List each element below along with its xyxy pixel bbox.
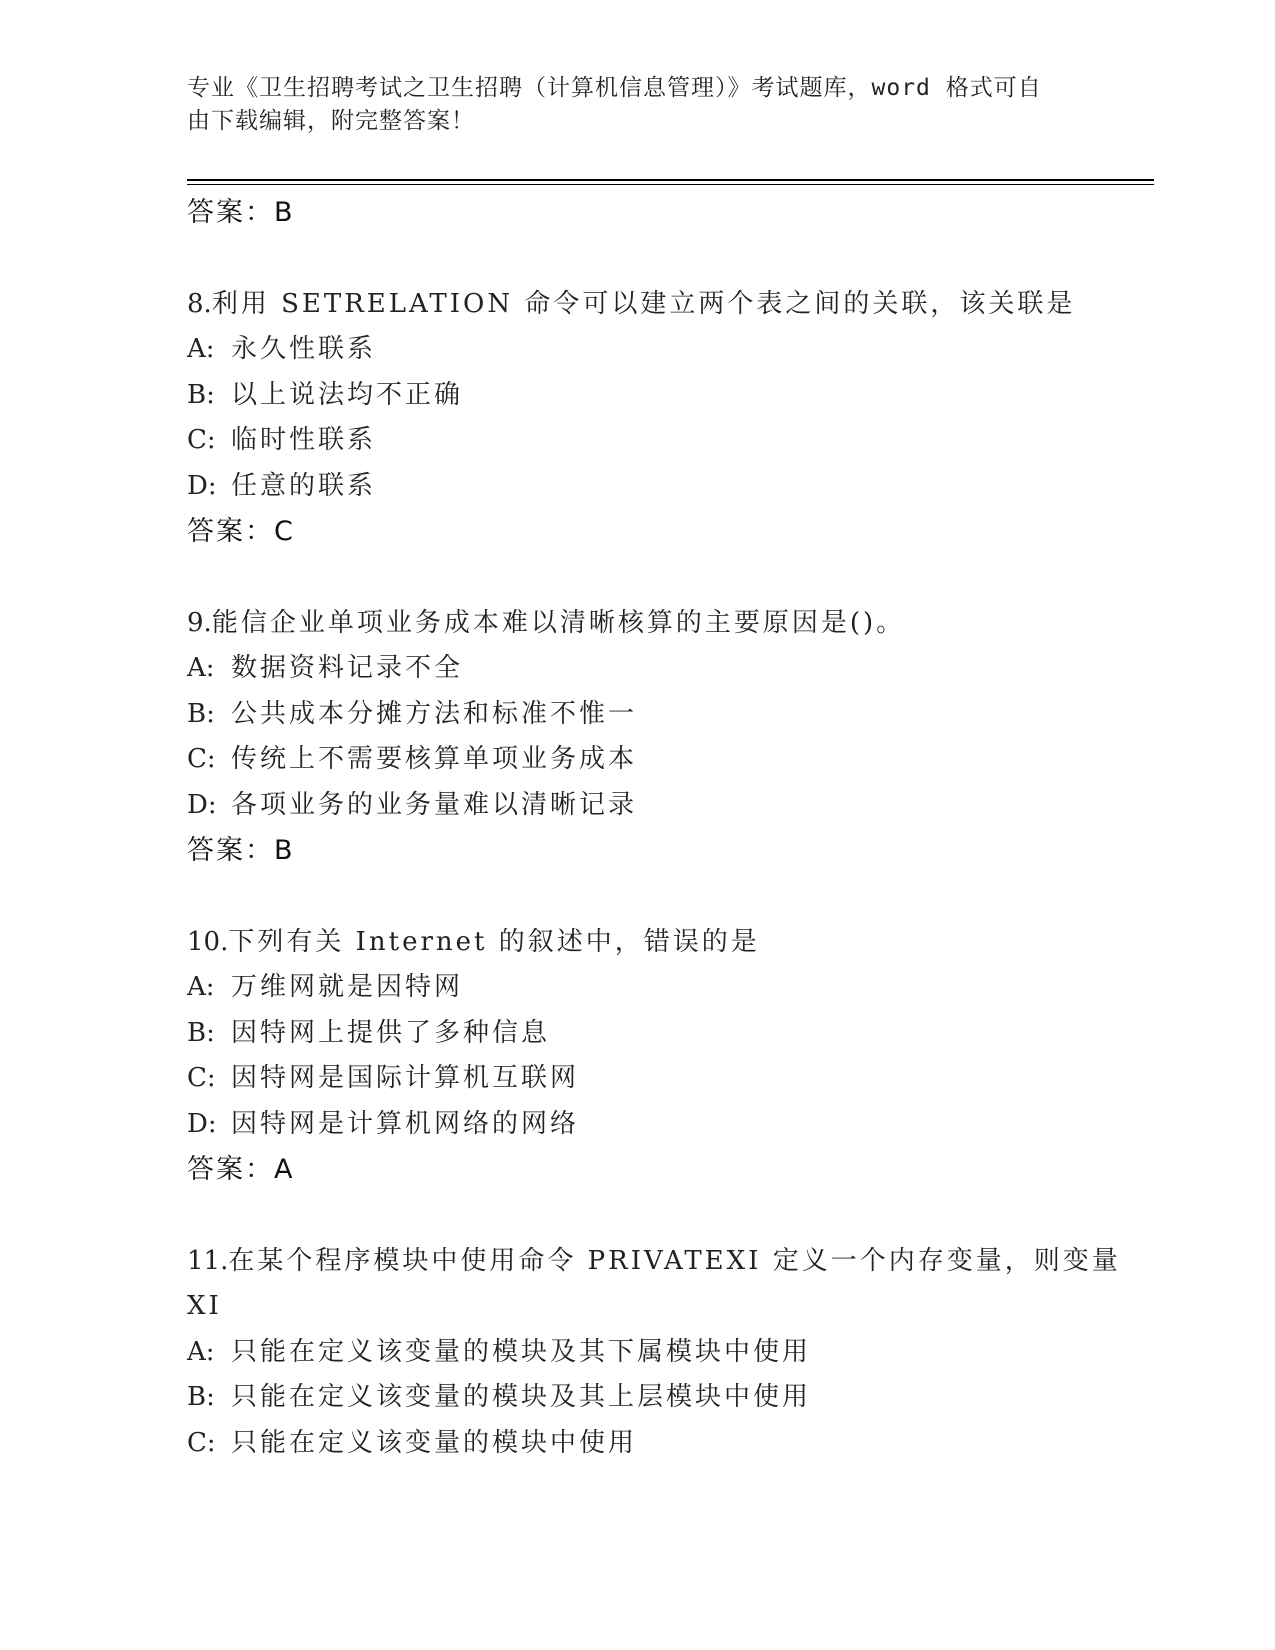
header-divider	[187, 179, 1154, 181]
option-b	[187, 692, 1087, 738]
spacer	[187, 874, 1087, 920]
question-text: 能信企业单项业务成本难以清晰核算的主要原因是()。	[211, 607, 906, 638]
option-c	[187, 1056, 1087, 1102]
option-text: 只能在定义该变量的模块及其下属模块中使用	[231, 1336, 812, 1367]
option-b	[187, 1011, 1087, 1057]
option-text: 临时性联系	[231, 425, 377, 455]
question-text: 下列有关 Internet 的叙述中，错误的是	[228, 926, 760, 957]
answer-line: 答案：B	[187, 835, 295, 866]
option-letter: C:	[187, 425, 216, 455]
question-text: 在某个程序模块中使用命令 PRIVATEXI 定义一个内存变量，则变量	[228, 1245, 1121, 1276]
question-list	[187, 190, 1121, 1466]
option-text: 因特网是计算机网络的网络	[231, 1108, 580, 1139]
question-8	[187, 282, 1087, 555]
option-letter: C:	[187, 744, 216, 774]
option-text: 公共成本分摊方法和标准不惟一	[231, 698, 638, 729]
answer-line: 答案：B	[187, 197, 295, 228]
answer-line: 答案：A	[187, 1154, 295, 1185]
option-letter: B:	[187, 1017, 215, 1048]
question-10	[187, 920, 1087, 1193]
spacer	[187, 1193, 1087, 1239]
question-11	[187, 1239, 1121, 1467]
option-a	[187, 646, 1087, 692]
option-letter: D:	[187, 1108, 217, 1139]
answer-line: 答案：C	[187, 516, 295, 547]
option-a	[187, 965, 1087, 1011]
option-a	[187, 327, 1087, 373]
question-stem-continued: XI	[187, 1291, 222, 1321]
option-text: 永久性联系	[231, 334, 377, 364]
option-letter: C:	[187, 1427, 216, 1458]
option-letter: A:	[187, 334, 215, 364]
header-line-1: 专业《卫生招聘考试之卫生招聘（计算机信息管理）》考试题库，word 格式可自	[187, 75, 1042, 101]
question-number: 10.	[187, 926, 229, 957]
option-text: 因特网上提供了多种信息	[231, 1017, 551, 1048]
option-text: 各项业务的业务量难以清晰记录	[231, 789, 638, 820]
option-text: 数据资料记录不全	[231, 653, 464, 683]
spacer	[187, 555, 1087, 601]
question-number: 9.	[187, 607, 212, 638]
option-letter: D:	[187, 470, 217, 501]
option-c	[187, 737, 1087, 783]
question-stem	[187, 282, 1087, 328]
question-number: 8.	[187, 288, 212, 319]
option-text: 只能在定义该变量的模块及其上层模块中使用	[231, 1382, 812, 1412]
option-a	[187, 1330, 1087, 1376]
option-text: 只能在定义该变量的模块中使用	[231, 1427, 638, 1458]
option-letter: B:	[187, 379, 215, 410]
option-d	[187, 1102, 1087, 1148]
question-9	[187, 601, 1087, 874]
option-text: 万维网就是因特网	[231, 972, 464, 1002]
option-c	[187, 1421, 1087, 1467]
option-text: 传统上不需要核算单项业务成本	[231, 744, 638, 774]
spacer	[187, 236, 1087, 282]
option-letter: A:	[187, 653, 215, 683]
option-letter: D:	[187, 789, 217, 820]
header-line-2: 由下载编辑，附完整答案！	[187, 108, 475, 134]
option-text: 因特网是国际计算机互联网	[231, 1063, 580, 1093]
question-stem	[187, 1239, 1121, 1285]
option-letter: A:	[187, 972, 215, 1002]
document-header	[187, 72, 1067, 138]
header-divider-thin	[187, 184, 1154, 185]
option-text: 任意的联系	[231, 470, 377, 501]
option-b	[187, 373, 1087, 419]
option-letter: B:	[187, 698, 215, 729]
option-letter: C:	[187, 1063, 216, 1093]
option-d	[187, 464, 1087, 510]
question-stem	[187, 920, 1087, 966]
option-d	[187, 783, 1087, 829]
option-b	[187, 1375, 1087, 1421]
question-number: 11.	[187, 1245, 229, 1276]
question-text: 利用 SETRELATION 命令可以建立两个表之间的关联，该关联是	[211, 288, 1076, 319]
question-stem	[187, 601, 1087, 647]
option-letter: B:	[187, 1382, 215, 1412]
option-text: 以上说法均不正确	[231, 379, 464, 410]
option-letter: A:	[187, 1336, 215, 1367]
option-c	[187, 418, 1087, 464]
